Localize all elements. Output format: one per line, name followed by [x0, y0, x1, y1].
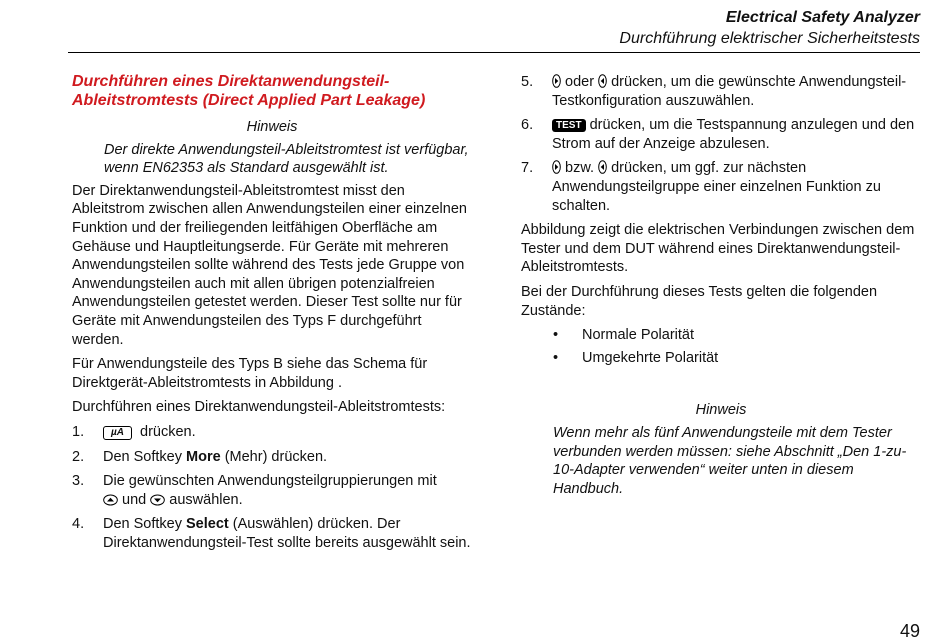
microamp-key-icon: µA — [103, 426, 132, 440]
step-text: Den Softkey — [103, 448, 187, 465]
right-column — [521, 73, 921, 502]
page-number: 49 — [899, 621, 920, 641]
down-arrow-key-icon — [150, 494, 165, 506]
step-5 — [521, 73, 921, 110]
step-number: 5. — [521, 74, 534, 90]
header-title: Electrical Safety Analyzer — [725, 9, 920, 26]
step-text: und — [118, 491, 151, 508]
step-number: 3. — [72, 473, 85, 490]
figure-paragraph: Abbildung zeigt die elektrischen Verbindungen zwischen dem Tester und dem DUT während eines Direktanwendungsteil-Ableitstromtests. — [521, 222, 915, 276]
left-column — [72, 72, 472, 558]
step-6 — [521, 116, 921, 153]
step-text: (Auswählen) drücken. Der Direktanwendungsteil-Test sollte bereits ausgewählt sein. — [103, 516, 471, 551]
step-text: drücken, um ggf. zur nächsten Anwendungsteilgruppe einer einzelnen Funktion zu schalten. — [552, 160, 881, 214]
step-text: oder — [561, 74, 599, 90]
intro-paragraph: Der Direktanwendungsteil-Ableitstromtest misst den Ableitstrom zwischen allen Anwendungsteilen einer einzelnen Funktion und der freiliegenden leitfähigen Oberfläche am Gehäuse und Hauptleitungserde. Für Geräte mit mehreren Anwendungsteilen sollte während des Tests jede Gruppe von Anwendungsteilen auch mit allen übrigen potenzialfreien Anwendungsteilen getestet werden. Dieser Test sollte nur für Geräte mit Anwendungsteilen des Typs F durchgeführt werden. — [72, 182, 467, 348]
left-arrow-key-icon — [598, 160, 607, 174]
bullet-text: Umgekehrte Polarität — [582, 349, 719, 366]
header-subtitle: Durchführung elektrischer Sicherheitstests — [619, 30, 920, 47]
bullet-glyph: • — [553, 327, 559, 344]
up-arrow-key-icon — [103, 494, 118, 506]
step-number: 6. — [521, 117, 534, 134]
section-title: Durchführen eines Direktanwendungsteil-Ableitstromtests (Direct Applied Part Leakage) — [72, 73, 426, 109]
conditions-paragraph: Bei der Durchführung dieses Tests gelten die folgenden Zustände: — [521, 283, 878, 319]
right-arrow-key-icon — [552, 160, 561, 174]
step-number: 2. — [72, 448, 85, 465]
step-number: 7. — [521, 160, 534, 177]
note-heading: Hinweis — [246, 119, 298, 135]
step-text: Die gewünschten Anwendungsteilgruppierungen mit — [103, 473, 437, 490]
bullet-item — [521, 326, 921, 345]
softkey-more-label: More — [186, 448, 221, 465]
procedure-intro: Durchführen eines Direktanwendungsteil-Ableitstromtests: — [72, 399, 446, 416]
softkey-select-label: Select — [186, 516, 229, 533]
step-text: bzw. — [561, 160, 599, 177]
right-arrow-key-icon — [552, 74, 561, 88]
type-b-paragraph: Für Anwendungsteile des Typs B siehe das Schema für Direktgerät-Ableitstromtests in Abbildung . — [72, 356, 428, 391]
test-key-icon: TEST — [552, 119, 586, 132]
left-arrow-key-icon — [598, 74, 607, 88]
step-text: auswählen. — [165, 491, 243, 508]
step-text: drücken, um die gewünschte Anwendungsteil-Testkonfiguration auszuwählen. — [552, 74, 907, 109]
step-4 — [72, 515, 472, 552]
step-7 — [521, 159, 921, 215]
step-1 — [72, 423, 472, 442]
step-3 — [72, 472, 472, 509]
step-number: 4. — [72, 516, 85, 533]
note-text: Wenn mehr als fünf Anwendungsteile mit dem Tester verbunden werden müssen: siehe Abschnitt „Den 1-zu-10-Adapter verwenden“ weiter unten in diesem Handbuch. — [553, 424, 907, 497]
step-number: 1. — [72, 423, 85, 440]
header-rule — [68, 52, 920, 53]
bullet-glyph: • — [553, 349, 559, 366]
step-text: Den Softkey — [103, 516, 187, 533]
note-text: Der direkte Anwendungsteil-Ableitstromtest ist verfügbar, wenn EN62353 als Standard ausgewählt ist. — [104, 141, 469, 177]
bullet-item — [521, 349, 921, 368]
note-heading: Hinweis — [695, 402, 747, 419]
step-text: (Mehr) drücken. — [220, 448, 328, 465]
step-text: drücken, um die Testspannung anzulegen und den Strom auf der Anzeige abzulesen. — [552, 117, 915, 152]
bullet-text: Normale Polarität — [582, 327, 695, 344]
step-2 — [72, 448, 472, 467]
step-text: drücken. — [140, 423, 196, 440]
